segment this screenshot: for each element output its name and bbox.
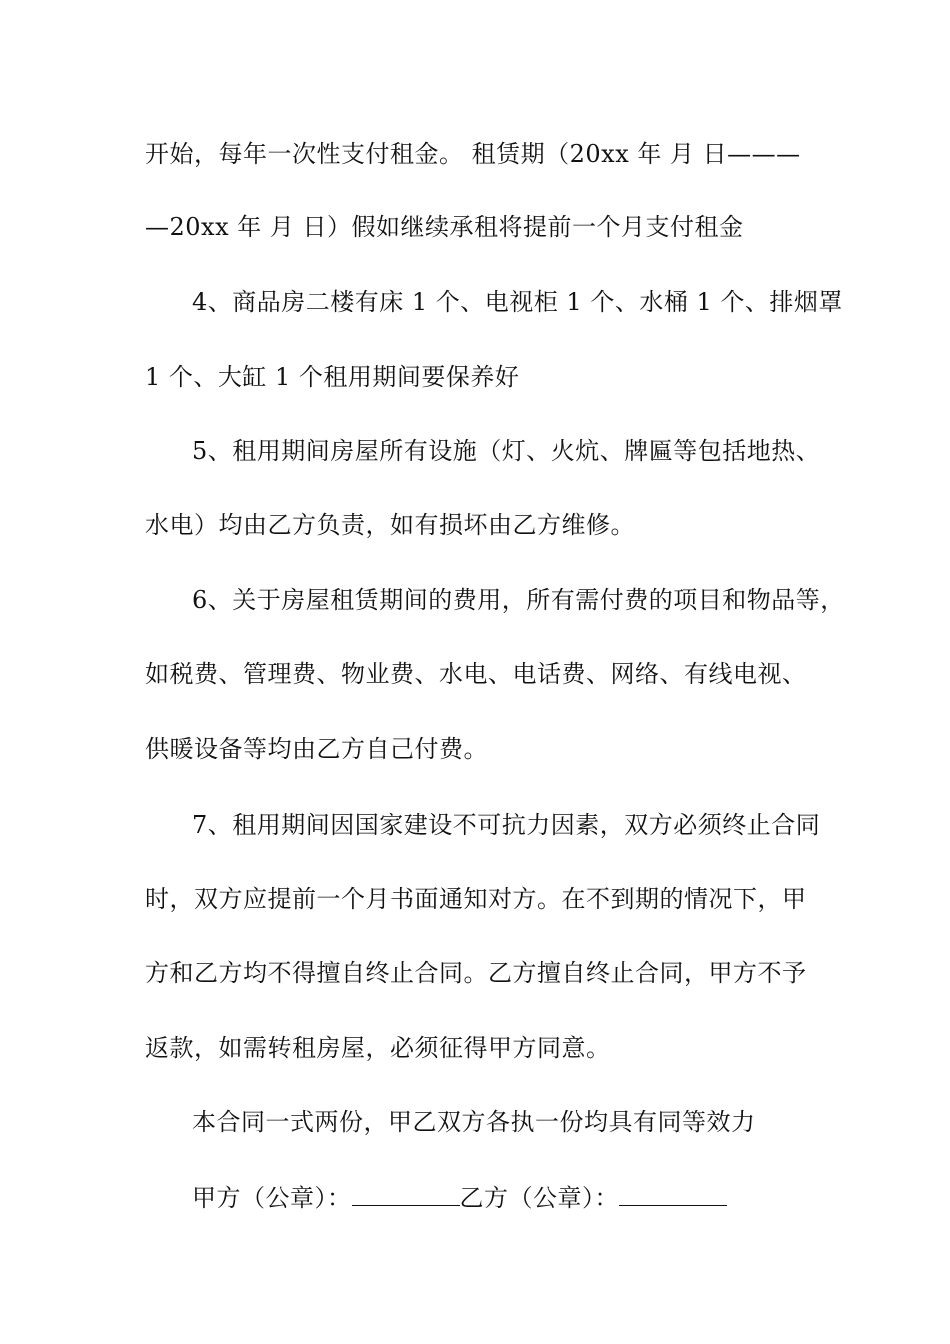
party-b-label: 乙方（公章）： (459, 1184, 619, 1212)
clause-7-line: 7、租用期间因国家建设不可抗力因素，双方必须终止合同 (192, 811, 821, 839)
text-line: 时，双方应提前一个月书面通知对方。在不到期的情况下，甲 (145, 885, 807, 913)
text-line: 水电）均由乙方负责，如有损坏由乙方维修。 (145, 511, 635, 539)
party-a-label: 甲方（公章）： (192, 1184, 352, 1212)
clause-4-line: 4、商品房二楼有床 1 个、电视柜 1 个、水桶 1 个、排烟罩 (192, 288, 843, 316)
clause-6-line: 6、关于房屋租赁期间的费用，所有需付费的项目和物品等， (192, 586, 845, 614)
text-line: 如税费、管理费、物业费、水电、电话费、网络、有线电视、 (145, 660, 807, 688)
text-line: —20xx 年 月 日）假如继续承租将提前一个月支付租金 (145, 213, 744, 241)
clause-5-line: 5、租用期间房屋所有设施（灯、火炕、牌匾等包括地热、 (192, 437, 821, 465)
text-line: 1 个、大缸 1 个租用期间要保养好 (145, 363, 520, 391)
closing-statement: 本合同一式两份，甲乙双方各执一份均具有同等效力 (192, 1108, 756, 1136)
text-line: 供暖设备等均由乙方自己付费。 (145, 735, 488, 763)
party-a-signature-blank (352, 1183, 460, 1206)
text-line: 方和乙方均不得擅自终止合同。乙方擅自终止合同，甲方不予 (145, 959, 807, 987)
text-line: 返款，如需转租房屋，必须征得甲方同意。 (145, 1034, 611, 1062)
party-b-signature-blank (619, 1183, 727, 1206)
text-line: 开始，每年一次性支付租金。 租赁期（20xx 年 月 日——— (145, 140, 801, 168)
signature-line (192, 1183, 872, 1213)
